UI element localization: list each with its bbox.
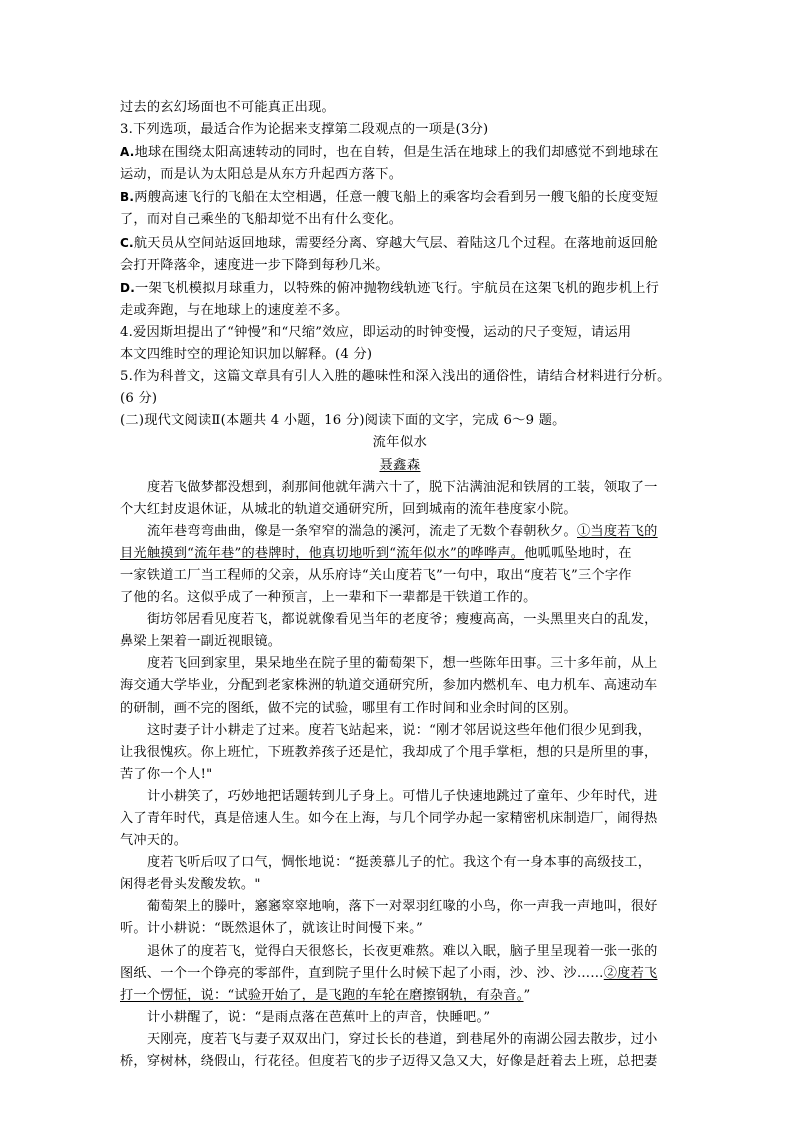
paragraph-4-line-3: 的研制，画不完的图纸，做不完的试验，哪里有工作时间和业余时间的区别。 [120, 700, 577, 716]
option-d-text: 一架飞机模拟月球重力，以特殊的俯冲抛物线轨迹飞行。宇航员在这架飞机的跑步机上行 [135, 280, 660, 296]
paragraph-9-close-quote: ” [523, 987, 531, 1003]
paragraph-9-line-1: 退休了的度若飞，觉得白天很悠长，长夜更难熬。难以入眠，脑子里呈现着一张一张的 [147, 943, 658, 959]
option-c-text: 航天员从空间站返回地球，需要经分离、穿越大气层、着陆这几个过程。在落地前返回舱 [133, 235, 658, 251]
paragraph-11-line-2: 桥，穿树林，绕假山，行花径。但度若飞的步子迈得又急又大，好像是赶着去上班，总把妻 [120, 1054, 658, 1070]
option-c-label: C. [120, 235, 134, 250]
question-4-line-2: 本文四维时空的理论知识加以解释。(4 分) [120, 347, 373, 363]
option-c-line-1 [120, 232, 680, 255]
paragraph-5-line-2: 让我很愧疚。你上班忙，下班教养孩子还是忙，我却成了个甩手掌柜，想的只是所里的事， [120, 744, 658, 760]
story-author [120, 455, 680, 477]
option-d-line-1 [120, 277, 680, 300]
option-a-label: A. [120, 145, 135, 160]
paragraph-3-line-1: 街坊邻居看见度若飞，都说就像看见当年的老度爷；瘦瘦高高，一头黑里夹白的乱发， [147, 612, 658, 628]
paragraph-9-text: 图纸、一个一个铮亮的零部件，直到院子里什么时候下起了小雨，沙、沙、沙…… [120, 965, 604, 981]
question-3-stem: 3.下列选项，最适合作为论据来支撑第二段观点的一项是(3分) [120, 122, 489, 138]
paragraph-10-line-1: 计小耕醒了，说：“是雨点落在芭蕉叶上的声音，快睡吧。” [147, 1009, 491, 1025]
paragraph-2-line-1 [120, 521, 680, 543]
option-a-line-1 [120, 141, 680, 164]
paragraph-6-line-3: 气冲天的。 [120, 833, 188, 849]
paragraph-9-line-3 [120, 985, 680, 1007]
paragraph-11-line-1: 天刚亮，度若飞与妻子双双出门，穿过长长的巷道，到巷尾外的南湖公园去散步，过小 [147, 1031, 658, 1047]
paragraph-2-line-3: 一家铁道工厂当工程师的父亲，从乐府诗“关山度若飞”一句中，取出“度若飞”三个字作 [120, 567, 632, 583]
paragraph-4-line-2: 海交通大学毕业，分配到老家株洲的轨道交通研究所，参加内燃机车、电力机车、高速动车 [120, 678, 658, 694]
story-author-name: 聂鑫森 [379, 457, 421, 473]
story-title: 流年似水 [372, 435, 428, 451]
paragraph-2-text-cont: 他呱呱坠地时，在 [524, 545, 632, 561]
option-c-line-2: 会打开降落伞，速度进一步下降到每秒几米。 [120, 257, 389, 273]
paragraph-2-text: 流年巷弯弯曲曲，像是一条窄窄的湍急的溪河，流走了无数个春朝秋夕。 [147, 523, 577, 539]
paragraph-9-line-2 [120, 963, 680, 985]
paragraph-1-line-1: 度若飞做梦都没想到，刹那间他就年满六十了，脱下沾满油泥和铁屑的工装，领取了一 [147, 479, 658, 495]
paragraph-6-line-2: 入了青年时代，真是倍速人生。如今在上海，与几个同学办起一家精密机床制造厂，闹得热 [120, 811, 658, 826]
paragraph-3-line-2: 鼻梁上架着一副近视眼镜。 [120, 634, 282, 650]
paragraph-5-line-1: 这时妻子计小耕走了过来。度若飞站起来，说：“刚才邻居说这些年他们很少见到我， [147, 722, 652, 738]
paragraph-8-line-2: 听。计小耕说：“既然退休了，就该让时间慢下来。” [120, 921, 424, 937]
underlined-sentence-1-end: 目光触摸到“流年巷”的巷牌时，他真切地听到“流年似水”的哗哗声。 [120, 545, 525, 561]
option-d-line-2: 走或奔跑，与在地球上的速度差不多。 [120, 302, 349, 318]
paragraph-7-line-2: 闲得老骨头发酸发软。" [120, 877, 261, 893]
option-b-label: B. [120, 190, 135, 205]
option-b-line-2: 了，而对自己乘坐的飞船却觉不出有什么变化。 [120, 212, 403, 228]
paragraph-6-line-1: 计小耕笑了，巧妙地把话题转到儿子身上。可惜儿子快速地跳过了童年、少年时代，进 [147, 788, 658, 804]
option-a-text: 地球在围绕太阳高速转动的同时，也在自转，但是生活在地球上的我们却感觉不到地球在 [134, 145, 659, 161]
intro-tail: 过去的玄幻场面也不可能真正出现。 [120, 100, 335, 115]
question-5-line-1: 5.作为科普文，这篇文章具有引人入胜的趣味性和深入浅出的通俗性，请结合材料进行分析。 [120, 369, 671, 385]
section-2-heading: (二)现代文阅读Ⅱ(本题共 4 小题，16 分)阅读下面的文字，完成 6～9 题。 [120, 413, 566, 429]
paragraph-1-line-2: 个大红封皮退休证，从城北的轨道交通研究所，回到城南的流年巷度家小院。 [120, 501, 577, 517]
option-d-label: D. [120, 280, 136, 295]
option-a-line-2: 运动，而是认为太阳总是从东方升起西方落下。 [120, 167, 403, 183]
option-b-line-1 [120, 186, 680, 209]
paragraph-8-line-1: 葡萄架上的滕叶，窸窸窣窣地响，落下一对翠羽红喙的小鸟，你一声我一声地叫，很好 [147, 899, 658, 915]
paragraph-2-line-2 [120, 543, 680, 565]
paragraph-2-line-4: 了他的名。这似乎成了一种预言，上一辈和下一辈都是干铁道工作的。 [120, 590, 537, 606]
paragraph-5-line-3: 苦了你一个人!" [120, 766, 213, 782]
question-4-line-1: 4.爱因斯坦提出了“钟慢”和“尺缩”效应，即运动的时钟变慢，运动的尺子变短，请运用 [120, 324, 632, 340]
underlined-sentence-2-end: 打一个愣怔，说：“试验开始了，是飞跑的车轮在磨擦钢轨，有杂音。 [120, 987, 524, 1003]
underlined-sentence-1-start: ①当度若飞的 [577, 523, 658, 539]
question-5-line-2: (6 分) [120, 391, 158, 407]
paragraph-7-line-1: 度若飞听后叹了口气，惆怅地说：“挺羡慕儿子的忙。我这个有一身本事的高级技工， [147, 855, 652, 871]
underlined-sentence-2-start: ②度若飞 [603, 965, 658, 981]
paragraph-4-line-1: 度若飞回到家里，果呆地坐在院子里的葡萄架下，想一些陈年田事。三十多年前，从上 [147, 656, 658, 672]
option-b-text: 两艘高速飞行的飞船在太空相遇，任意一艘飞船上的乘客均会看到另一艘飞船的长度变短 [134, 190, 659, 206]
